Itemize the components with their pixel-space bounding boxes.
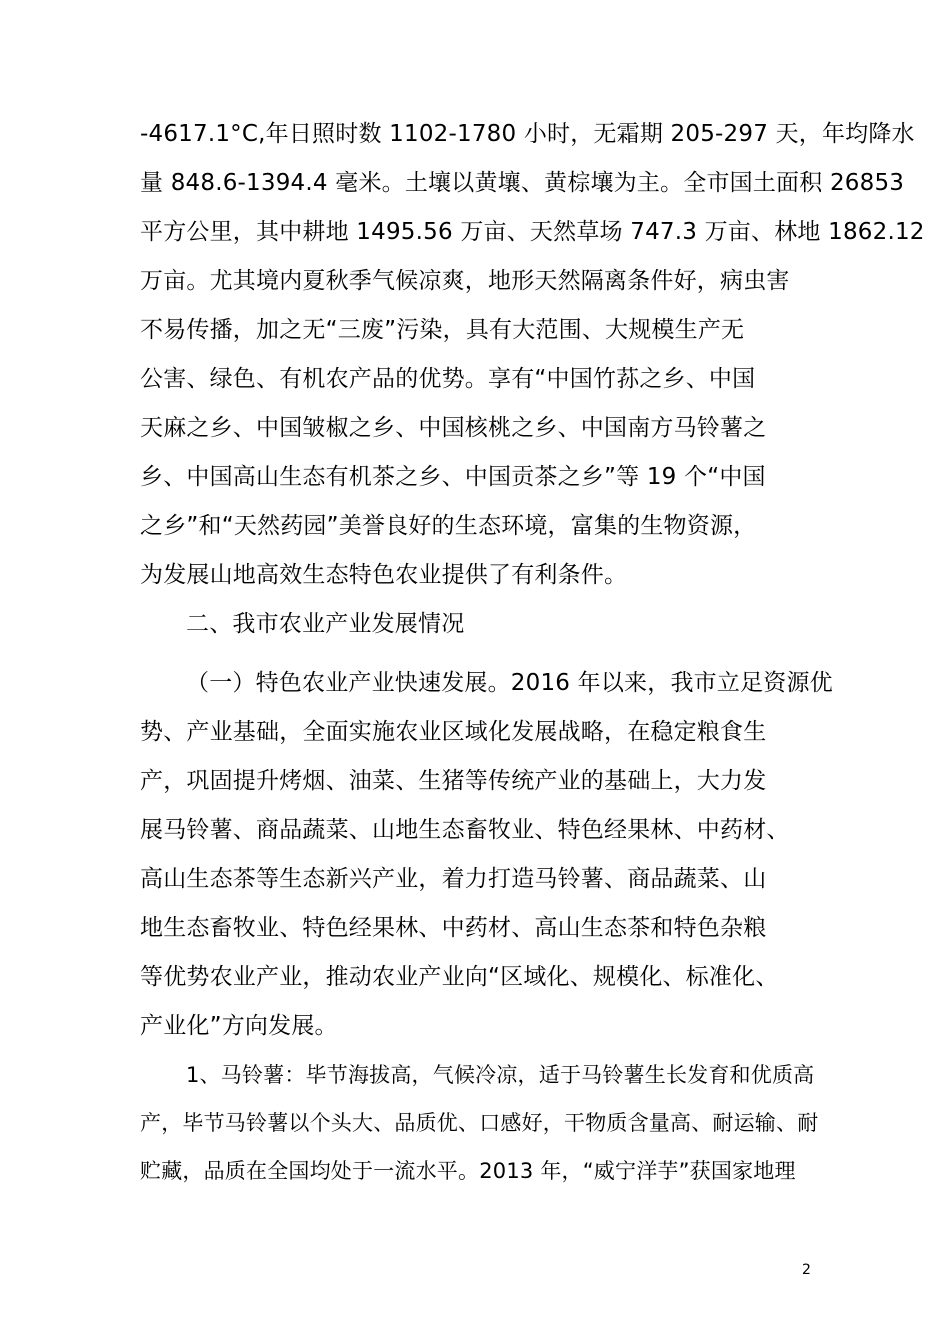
text-line: 万亩。尤其境内夏秋季气候凉爽，地形天然隔离条件好，病虫害 [140,268,790,294]
text-line: 等优势农业产业，推动农业产业向“区域化、规模化、标准化、 [140,964,779,990]
text-line: 地生态畜牧业、特色经果林、中药材、高山生态茶和特色杂粮 [140,915,767,941]
subsection-heading-line: （一）特色农业产业快速发展。2016 年以来，我市立足资源优 [186,670,833,696]
text-line: 产，毕节马铃薯以个头大、品质优、口感好，干物质含量高、耐运输、耐 [140,1111,819,1135]
text-line: 之乡”和“天然药园”美誉良好的生态环境，富集的生物资源， [140,513,757,539]
text-line: 平方公里，其中耕地 1495.56 万亩、天然草场 747.3 万亩、林地 1862.12 [140,219,925,245]
text-line: 公害、绿色、有机农产品的优势。享有“中国竹荪之乡、中国 [140,366,756,392]
paragraph-industry-development [140,659,833,1195]
text-line: -4617.1°C,年日照时数 1102-1780 小时，无霜期 205-297 天，年均降水 [140,121,915,147]
potato-heading-line: 1、马铃薯：毕节海拔高，气候冷凉，适于马铃薯生长发育和优质高 [186,1063,815,1087]
text-line: 天麻之乡、中国皱椒之乡、中国核桃之乡、中国南方马铃薯之 [140,415,767,441]
text-line: 贮藏，品质在全国均处于一流水平。2013 年，“威宁洋芋”获国家地理 [140,1159,796,1183]
text-line: 不易传播，加之无“三废”污染，具有大范围、大规模生产无 [140,317,745,343]
text-line: 产，巩固提升烤烟、油菜、生猪等传统产业的基础上，大力发 [140,768,767,794]
text-line: 产业化”方向发展。 [140,1013,338,1039]
page-number: 2 [802,1262,811,1278]
text-line: 展马铃薯、商品蔬菜、山地生态畜牧业、特色经果林、中药材、 [140,817,790,843]
text-line: 为发展山地高效生态特色农业提供了有利条件。 [140,562,628,588]
text-line: 势、产业基础，全面实施农业区域化发展战略，在稳定粮食生 [140,719,767,745]
text-line: 乡、中国高山生态有机茶之乡、中国贡茶之乡”等 19 个“中国 [140,464,766,490]
text-line: 量 848.6-1394.4 毫米。土壤以黄壤、黄棕壤为主。全市国土面积 26853 [140,170,905,196]
section-heading: 二、我市农业产业发展情况 [186,611,465,637]
paragraph-climate-resources [140,110,925,649]
text-line: 高山生态茶等生态新兴产业，着力打造马铃薯、商品蔬菜、山 [140,866,767,892]
